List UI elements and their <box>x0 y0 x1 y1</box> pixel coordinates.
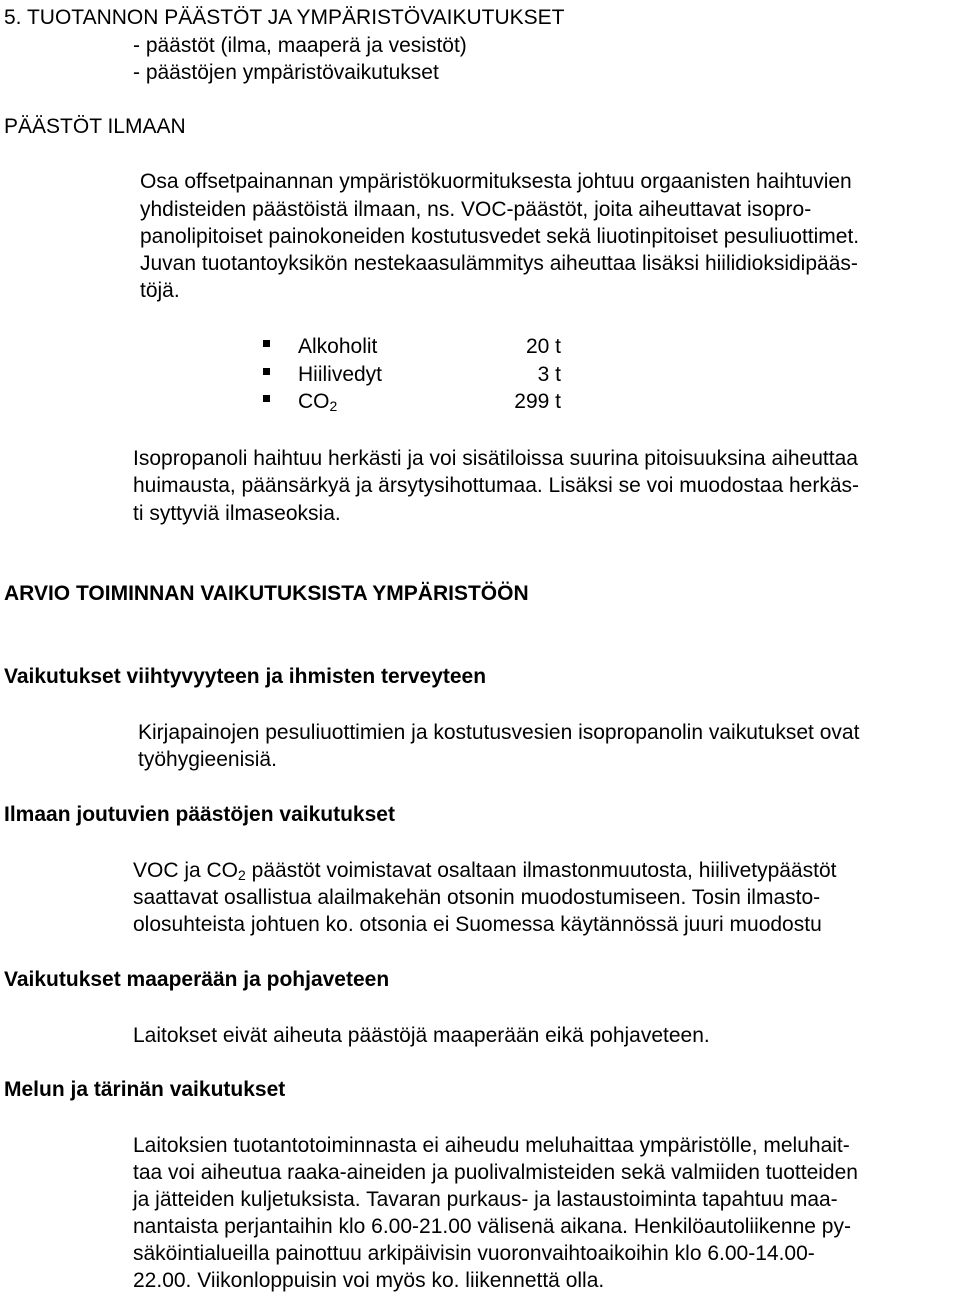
emission-amount: 299 t <box>514 390 561 413</box>
section-subtitle: - päästöt (ilma, maaperä ja vesistöt) <box>133 34 467 57</box>
paragraph-line: Osa offsetpainannan ympäristökuormituksesta johtuu orgaanisten haihtuvien <box>140 170 852 193</box>
heading-assessment: ARVIO TOIMINNAN VAIKUTUKSISTA YMPÄRISTÖÖN <box>4 582 529 605</box>
paragraph-line: Laitokset eivät aiheuta päästöjä maaperään eikä pohjaveteen. <box>133 1024 710 1047</box>
paragraph-line: Laitoksien tuotantotoiminnasta ei aiheudu meluhaittaa ympäristölle, meluhait- <box>133 1134 850 1157</box>
paragraph-line: panolipitoiset painokoneiden kostutusvedet sekä liuotinpitoiset pesuliuottimet. <box>140 225 860 248</box>
paragraph-line: 22.00. Viikonloppuisin voi myös ko. liikennettä olla. <box>133 1269 605 1292</box>
paragraph-line: olosuhteista johtuen ko. otsonia ei Suomessa käytännössä juuri muodostu <box>133 913 822 936</box>
bullet-icon <box>263 368 270 375</box>
paragraph-line: huimausta, päänsärkyä ja ärsytysihottumaa. Lisäksi se voi muodostaa herkäs- <box>133 474 860 497</box>
paragraph-line: VOC ja $CO_2$ päästöt voimistavat osaltaan ilmastonmuutosta, hiilivetypäästöt <box>133 859 837 883</box>
paragraph-line: yhdisteiden päästöistä ilmaan, ns. VOC-päästöt, joita aiheuttavat isopro- <box>140 198 812 221</box>
paragraph-line: nantaista perjantaihin klo 6.00-21.00 välisenä aikana. Henkilöautoliikenne py- <box>133 1215 851 1238</box>
emission-name: Hiilivedyt <box>298 363 383 386</box>
emission-amount: 3 t <box>537 363 561 386</box>
heading-noise-vibration: Melun ja tärinän vaikutukset <box>4 1078 286 1101</box>
paragraph-line: säköintialueilla painottuu arkipäivisin vuoronvaihtoaikoihin klo 6.00-14.00- <box>133 1242 815 1265</box>
heading-comfort-health: Vaikutukset viihtyvyyteen ja ihmisten terveyteen <box>4 665 487 688</box>
bullet-icon <box>263 395 270 402</box>
paragraph-line: saattavat osallistua alailmakehän otsonin muodostumiseen. Tosin ilmasto- <box>133 886 821 909</box>
heading-soil-groundwater: Vaikutukset maaperään ja pohjaveteen <box>4 968 390 991</box>
bullet-icon <box>263 340 270 347</box>
paragraph-line: ti syttyviä ilmaseoksia. <box>133 502 341 525</box>
paragraph-line: taa voi aiheutua raaka-aineiden ja puolivalmisteiden sekä valmiiden tuotteiden <box>133 1161 858 1184</box>
paragraph-line: työhygieenisiä. <box>138 748 277 771</box>
paragraph-line: ja jätteiden kuljetuksista. Tavaran purkaus- ja lastaustoiminta tapahtuu maa- <box>133 1188 838 1211</box>
emission-amount: 20 t <box>525 335 561 358</box>
section-title: 5. TUOTANNON PÄÄSTÖT JA YMPÄRISTÖVAIKUTUKSET <box>4 6 565 29</box>
paragraph-line: töjä. <box>140 279 180 302</box>
heading-air-effects: Ilmaan joutuvien päästöjen vaikutukset <box>4 803 395 826</box>
heading-air-emissions: PÄÄSTÖT ILMAAN <box>4 115 186 138</box>
paragraph-line: Juvan tuotantoyksikön nestekaasulämmitys aiheuttaa lisäksi hiilidioksidipääs- <box>140 252 858 275</box>
paragraph-line: Kirjapainojen pesuliuottimien ja kostutusvesien isopropanolin vaikutukset ovat <box>138 721 860 744</box>
section-subtitle: - päästöjen ympäristövaikutukset <box>133 61 439 84</box>
emission-name: $CO_2$ <box>298 390 338 414</box>
paragraph-line: Isopropanoli haihtuu herkästi ja voi sisätiloissa suurina pitoisuuksina aiheuttaa <box>133 447 858 470</box>
emission-name: Alkoholit <box>298 335 378 358</box>
